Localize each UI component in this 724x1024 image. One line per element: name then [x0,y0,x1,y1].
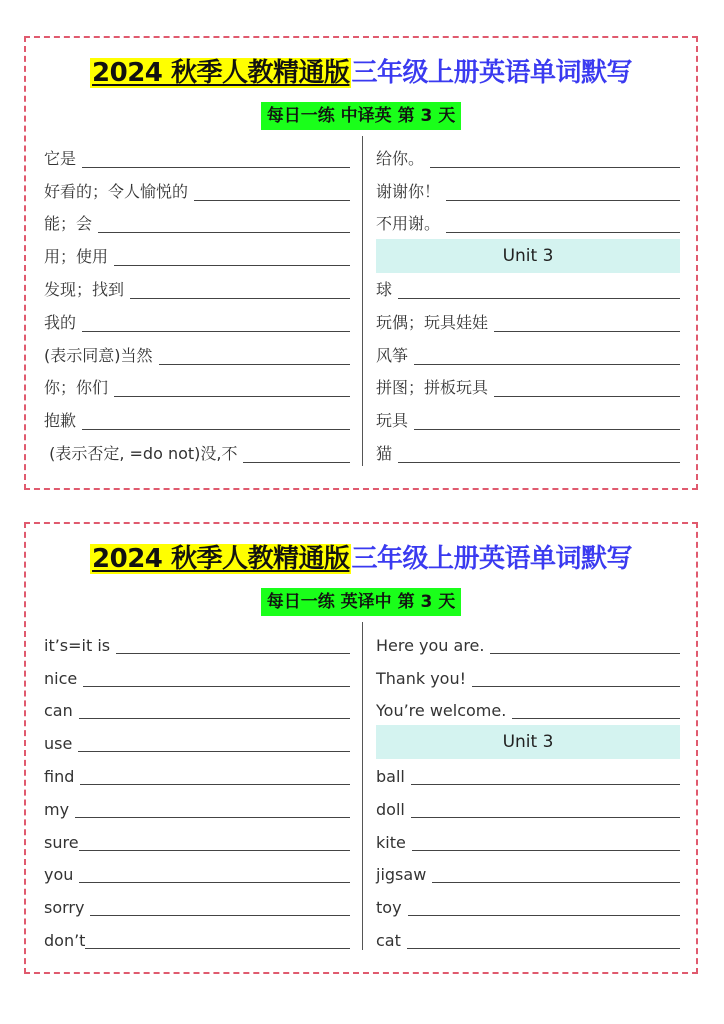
word-row [44,173,350,206]
answer-line[interactable] [78,751,350,752]
word-row [376,206,680,239]
word-row [376,140,680,173]
word-prompt: sure [44,832,79,852]
answer-line[interactable] [85,948,350,949]
word-row [44,370,350,403]
right-column [376,626,680,954]
word-row [376,790,680,823]
word-prompt: cat [376,930,401,950]
answer-line[interactable] [79,882,350,883]
answer-line[interactable] [82,331,350,332]
answer-line[interactable] [159,364,351,365]
word-row [376,823,680,856]
word-prompt: 好看的；令人愉悦的 [44,181,189,201]
word-prompt: 玩偶；玩具娃娃 [376,312,489,332]
word-row [376,692,680,725]
word-row [376,856,680,889]
word-row [376,921,680,954]
worksheet-card-chinese-to-english [24,36,698,490]
word-prompt: 风筝 [376,345,409,365]
word-prompt: jigsaw [376,865,427,885]
word-prompt: you [44,865,74,885]
word-row [44,304,350,337]
answer-line[interactable] [490,653,680,654]
answer-line[interactable] [114,265,350,266]
title-rest: 三年级上册英语单词默写 [351,58,632,88]
unit-header-wrap [376,238,680,271]
word-row [376,304,680,337]
answer-line[interactable] [412,850,680,851]
answer-line[interactable] [446,232,680,233]
answer-line[interactable] [494,396,680,397]
word-row [44,757,350,790]
answer-line[interactable] [82,429,350,430]
word-row [44,238,350,271]
answer-line[interactable] [407,948,680,949]
word-prompt: 能；会 [44,214,93,234]
answer-line[interactable] [75,817,350,818]
word-row [44,790,350,823]
answer-line[interactable] [411,784,680,785]
word-prompt: don’t [44,930,86,950]
word-prompt: find [44,766,75,786]
word-prompt: ball [376,766,405,786]
word-prompt: toy [376,898,402,918]
answer-line[interactable] [512,718,680,719]
answer-line[interactable] [414,364,680,365]
word-row [44,271,350,304]
answer-line[interactable] [130,298,350,299]
subtitle-text: 每日一练 中译英 第 3 天 [261,102,462,130]
answer-line[interactable] [90,915,350,916]
word-prompt: sorry [44,898,85,918]
word-row [44,823,350,856]
answer-line[interactable] [243,462,350,463]
word-prompt: 拼图；拼板玩具 [376,378,489,398]
word-prompt: Thank you! [376,668,467,688]
answer-line[interactable] [398,298,680,299]
answer-line[interactable] [98,232,350,233]
word-prompt: Here you are. [376,635,485,655]
word-prompt: 你；你们 [44,378,109,398]
answer-line[interactable] [114,396,350,397]
word-row [44,888,350,921]
right-column [376,140,680,468]
word-row [376,659,680,692]
word-prompt: 给你。 [376,148,425,168]
answer-line[interactable] [414,429,680,430]
unit-header: Unit 3 [376,725,680,759]
word-prompt: (表示否定, =do not)没,不 [44,443,238,463]
word-row [44,856,350,889]
word-row [44,659,350,692]
answer-line[interactable] [116,653,350,654]
word-prompt: 球 [376,279,393,299]
word-prompt: 它是 [44,148,77,168]
title-highlight: 2024 秋季人教精通版 [92,544,350,574]
answer-line[interactable] [432,882,680,883]
answer-line[interactable] [446,200,680,201]
word-row [44,724,350,757]
worksheet-title [26,538,696,575]
left-column [44,626,350,954]
word-row [376,888,680,921]
answer-line[interactable] [494,331,680,332]
word-prompt: 猫 [376,443,393,463]
word-row [44,921,350,954]
worksheet-title [26,52,696,89]
word-row [376,402,680,435]
word-prompt: 不用谢。 [376,214,441,234]
word-prompt: kite [376,832,406,852]
word-prompt: it’s=it is [44,635,111,655]
answer-line[interactable] [408,915,680,916]
word-prompt: can [44,701,73,721]
answer-line[interactable] [79,850,350,851]
word-prompt: nice [44,668,78,688]
word-prompt: You’re welcome. [376,701,507,721]
word-row [376,626,680,659]
worksheet-card-english-to-chinese [24,522,698,974]
answer-line[interactable] [79,718,350,719]
word-row [376,370,680,403]
word-row [44,435,350,468]
unit-header: Unit 3 [376,239,680,273]
answer-line[interactable] [430,167,680,168]
word-prompt: 用；使用 [44,247,109,267]
word-row [376,337,680,370]
column-divider [362,622,363,950]
word-prompt: 我的 [44,312,77,332]
word-prompt: my [44,799,70,819]
title-rest: 三年级上册英语单词默写 [351,544,632,574]
word-row [376,173,680,206]
word-prompt: 玩具 [376,411,409,431]
subtitle-banner [26,102,696,130]
word-row [44,337,350,370]
answer-line[interactable] [194,200,350,201]
word-row [44,140,350,173]
word-row [376,435,680,468]
subtitle-text: 每日一练 英译中 第 3 天 [261,588,462,616]
unit-header-wrap [376,724,680,757]
answer-line[interactable] [82,167,350,168]
word-prompt: doll [376,799,405,819]
column-divider [362,136,363,466]
answer-line[interactable] [398,462,680,463]
word-row [44,692,350,725]
answer-line[interactable] [472,686,680,687]
left-column [44,140,350,468]
word-row [44,626,350,659]
word-row [376,757,680,790]
word-prompt: 发现；找到 [44,279,125,299]
title-highlight: 2024 秋季人教精通版 [92,58,350,88]
word-row [44,206,350,239]
subtitle-banner [26,588,696,616]
word-prompt: (表示同意)当然 [44,345,153,365]
word-prompt: 抱歉 [44,411,77,431]
answer-line[interactable] [83,686,350,687]
answer-line[interactable] [80,784,350,785]
word-row [44,402,350,435]
word-row [376,271,680,304]
word-prompt: 谢谢你！ [376,181,441,201]
word-prompt: use [44,734,73,754]
answer-line[interactable] [411,817,680,818]
